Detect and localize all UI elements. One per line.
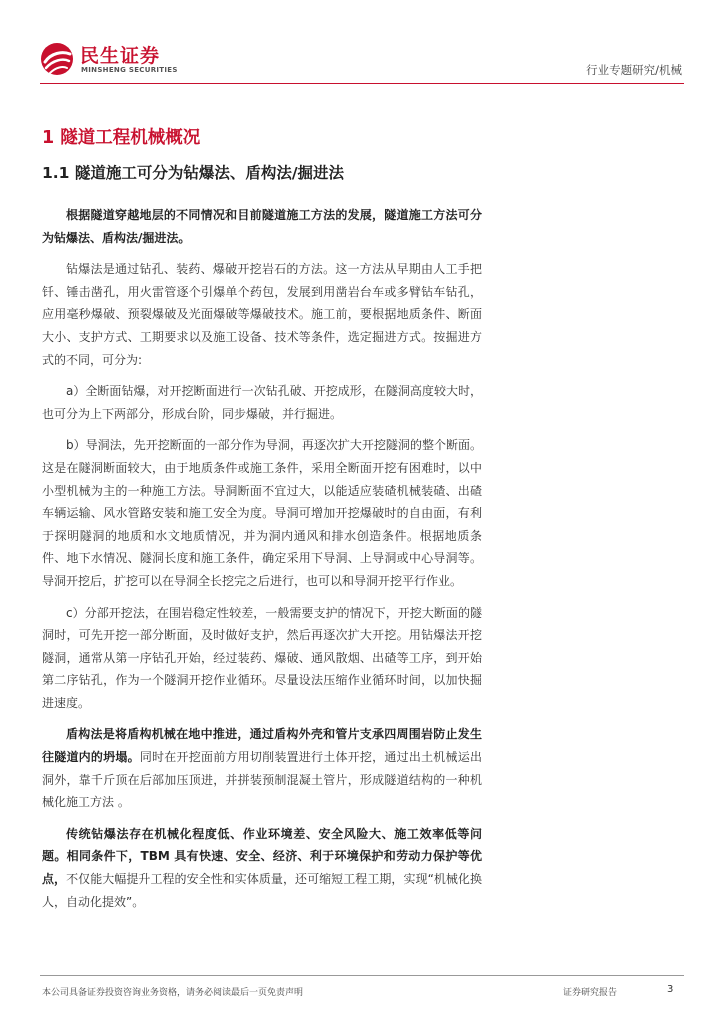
page-header (40, 40, 684, 84)
minsheng-logo-icon (40, 42, 74, 76)
section-heading: 1 隧道工程机械概况 (42, 128, 201, 148)
tbm-bold-text: 传统钻爆法存在机械化程度低、作业环境差、安全风险大、施工效率低等问题。相同条件下，TBM 具有快速、安全、经济、利于环境保护和劳动力保护等优点， (42, 826, 482, 887)
logo-chinese-name: 民生证券 (80, 45, 161, 67)
subsection-heading: 1.1 隧道施工可分为钻爆法、盾构法/掘进法 (42, 164, 345, 182)
paragraph-full-face: a）全断面钻爆，对开挖断面进行一次钻孔破、开挖成形，在隧洞高度较大时，也可分为上下两部分，形成台阶，同步爆破，并行掘进。 (42, 384, 482, 421)
body-text (42, 204, 482, 922)
footer-divider (40, 975, 684, 976)
shield-body-text: 同时在开挖面前方用切削装置进行土体开挖，通过出土机械运出洞外，靠千斤顶在后部加压顶进，并拼装预制混凝土管片，形成隧道结构的一种机械化施工方法 。 (42, 750, 482, 810)
tbm-body-text: 不仅能大幅提升工程的安全性和实体质量，还可缩短工程工期，实现“机械化换人，自动化提效”。 (42, 872, 482, 909)
minsheng-logo (40, 40, 200, 80)
intro-bold-text: 根据隧道穿越地层的不同情况和目前隧道施工方法的发展，隧道施工方法可分为钻爆法、盾构法/掘进法。 (42, 208, 482, 245)
page-number: 3 (667, 984, 674, 995)
logo-english-name: MINSHENG SECURITIES (81, 66, 178, 74)
paragraph-partial-excavation: c）分部开挖法，在围岩稳定性较差，一般需要支护的情况下，开挖大断面的隧洞时，可先开挖一部分断面，及时做好支护，然后再逐次扩大开挖。用钻爆法开挖隧洞，通常从第一序钻孔开始，经过装药、爆破、通风散烟、出碴等工序，到开始第二序钻孔，作为一个隧洞开挖作业循环。尽量设法压缩作业循环时间，以加快掘进速度。 (42, 605, 482, 710)
paragraph-intro (42, 204, 482, 249)
paragraph-pilot-tunnel: b）导洞法，先开挖断面的一部分作为导洞，再逐次扩大开挖隧洞的整个断面。这是在隧洞断面较大，由于地质条件或施工条件，采用全断面开挖有困难时，以中小型机械为主的一种施工方法。导洞断面不宜过大，以能适应装碴机械装碴、出碴车辆运输、风水管路安装和施工安全为度。导洞可增加开挖爆破时的自由面，有利于探明隧洞的地质和水文地质情况，并为洞内通风和排水创造条件。根据地质条件、地下水情况、隧洞长度和施工条件，确定采用下导洞、上导洞或中心导洞等。导洞开挖后，扩挖可以在导洞全长挖完之后进行，也可以和导洞开挖平行作业。 (42, 438, 482, 588)
shield-bold-text: 盾构法是将盾构机械在地中推进，通过盾构外壳和管片支承四周围岩防止发生往隧道内的坍塌。 (42, 727, 482, 765)
paragraph-shield-method (42, 723, 482, 813)
footer-report-type: 证券研究报告 (563, 988, 618, 998)
header-divider (40, 83, 684, 84)
paragraph-tbm-advantages (42, 823, 482, 913)
paragraph-drill-blast: 钻爆法是通过钻孔、装药、爆破开挖岩石的方法。这一方法从早期由人工手把钎、锤击凿孔，用火雷管逐个引爆单个药包，发展到用凿岩台车或多臂钻车钻孔，应用毫秒爆破、预裂爆破及光面爆破等爆破技术。施工前，要根据地质条件、断面大小、支护方式、工期要求以及施工设备、技术等条件，选定掘进方式。按掘进方式的不同，可分为: (42, 262, 482, 367)
footer-disclaimer: 本公司具备证券投资咨询业务资格，请务必阅读最后一页免责声明 (42, 988, 304, 998)
report-category: 行业专题研究/机械 (586, 63, 682, 77)
